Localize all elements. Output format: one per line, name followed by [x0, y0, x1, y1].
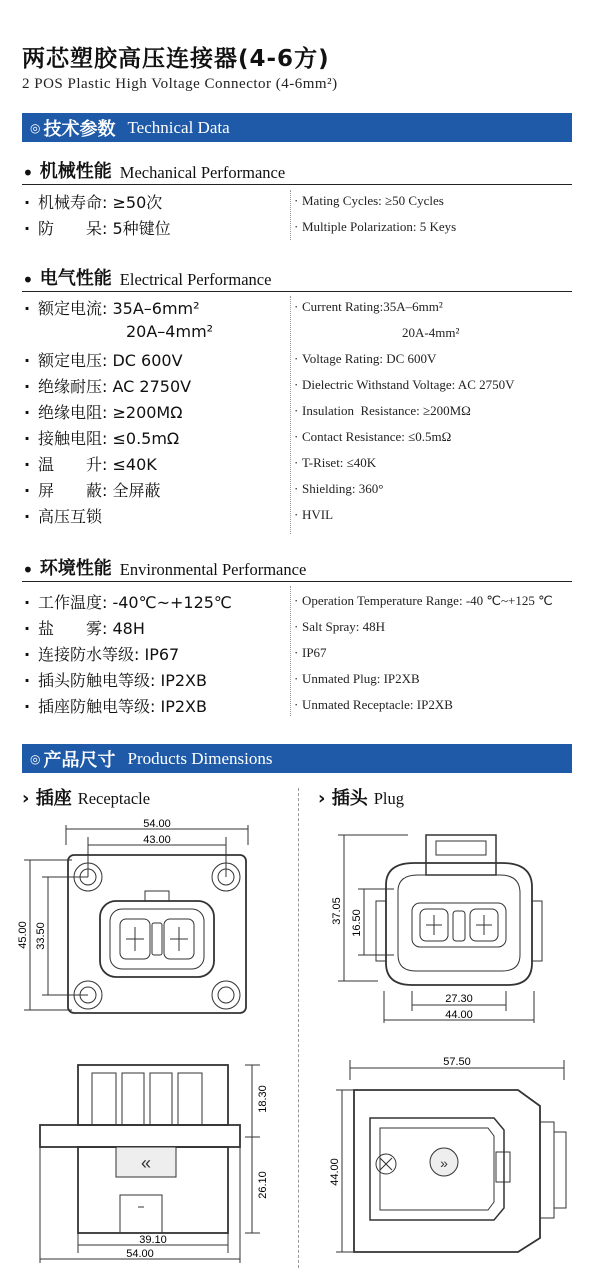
- spec-row-en: [294, 619, 385, 635]
- bullet-icon: •: [22, 161, 34, 185]
- spec-text: Voltage Rating: DC 600V: [302, 351, 437, 366]
- spec-row-cn: [24, 452, 157, 475]
- spec-text: Salt Spray: 48H: [302, 619, 386, 634]
- spec-text: IP67: [302, 645, 327, 660]
- svg-text:»: »: [440, 1155, 448, 1171]
- spec-text: HVIL: [302, 507, 334, 522]
- spec-row-cn: [24, 694, 207, 717]
- spec-text: 防 呆: 5种键位: [38, 219, 171, 238]
- spec-row-en: [294, 593, 553, 609]
- products-dimensions-band: [22, 744, 572, 773]
- spec-text: Mating Cycles: ≥50 Cycles: [302, 193, 444, 208]
- spec-text: Operation Temperature Range: -40 ℃~+125 ℃: [302, 593, 553, 608]
- plug-label-en: Plug: [373, 789, 404, 808]
- spec-row-en: [402, 325, 459, 341]
- spec-text: 屏 蔽: 全屏蔽: [38, 481, 161, 500]
- dim-label: 37.05: [331, 897, 343, 925]
- spec-text: 20A–4mm²: [126, 322, 214, 341]
- bullet-icon: ·: [294, 403, 299, 418]
- spec-text: 插头防触电等级: IP2XB: [38, 671, 207, 690]
- dim-label: 33.50: [35, 922, 47, 950]
- receptacle-label-cn: 插座: [35, 788, 72, 809]
- bullet-icon: ·: [294, 377, 299, 392]
- section-title-en: Mechanical Performance: [119, 163, 286, 182]
- spec-text: T-Riset: ≤40K: [302, 455, 377, 470]
- spec-row-en: [294, 645, 327, 661]
- section-title-cn: 电气性能: [39, 268, 112, 289]
- spec-row-cn: [24, 374, 191, 397]
- band-title-cn: 技术参数: [43, 118, 116, 140]
- spec-row-cn: [126, 322, 213, 341]
- bullet-icon: ·: [294, 697, 299, 712]
- spec-text: Dielectric Withstand Voltage: AC 2750V: [302, 377, 515, 392]
- page-title: 两芯塑胶高压连接器(4-6方): [22, 46, 330, 72]
- dim-label: 44.00: [445, 1009, 473, 1021]
- dim-label: 54.00: [143, 818, 171, 830]
- spec-row-en: [294, 481, 383, 497]
- section-title-cn: 环境性能: [39, 558, 112, 579]
- spec-text: 连接防水等级: IP67: [38, 645, 180, 664]
- spec-text: 工作温度: -40℃~+125℃: [38, 593, 232, 612]
- bullet-icon: ·: [24, 219, 31, 238]
- spec-text: Contact Resistance: ≤0.5mΩ: [302, 429, 452, 444]
- dim-label: 44.00: [329, 1158, 341, 1186]
- bullet-icon: ·: [24, 351, 31, 370]
- spec-row-en: [294, 299, 443, 315]
- band-title-cn: 产品尺寸: [43, 749, 116, 771]
- spec-row-cn: [24, 348, 183, 371]
- dim-label: 18.30: [257, 1085, 269, 1113]
- dim-label: 16.50: [351, 909, 363, 937]
- spec-row-en: [294, 193, 444, 209]
- spec-row-en: [294, 403, 471, 419]
- bullet-icon: ·: [24, 697, 31, 716]
- section-title-en: Electrical Performance: [119, 270, 272, 289]
- bullet-icon: ·: [294, 671, 299, 686]
- bullet-icon: ·: [294, 429, 299, 444]
- spec-row-cn: [24, 400, 182, 423]
- bullet-icon: ·: [24, 593, 31, 612]
- bullet-icon: ·: [294, 219, 299, 234]
- bullet-icon: ·: [294, 481, 299, 496]
- spec-row-en: [294, 351, 436, 367]
- spec-text: 机械寿命: ≥50次: [38, 193, 163, 212]
- column-divider: [290, 190, 291, 240]
- bullet-icon: ·: [24, 193, 31, 212]
- spec-text: Unmated Receptacle: IP2XB: [302, 697, 453, 712]
- spec-row-en: [294, 697, 453, 713]
- bullet-icon: ·: [24, 403, 31, 422]
- plug-label-cn: 插头: [331, 788, 368, 809]
- spec-row-en: [294, 219, 456, 235]
- spec-row-cn: [24, 504, 102, 527]
- spec-row-cn: [24, 426, 179, 449]
- bullet-icon: ·: [24, 377, 31, 396]
- drawings-divider: [298, 788, 299, 1268]
- electrical-section-header: [22, 262, 572, 292]
- bullet-icon: ·: [294, 351, 299, 366]
- bullet-icon: ·: [24, 507, 31, 526]
- spec-text: 额定电压: DC 600V: [38, 351, 183, 370]
- plug-heading: [318, 784, 404, 810]
- circle-icon: ◎: [30, 751, 41, 766]
- plug-side-drawing: [318, 1052, 580, 1267]
- band-title-en: Products Dimensions: [127, 748, 273, 768]
- svg-text:«: «: [140, 1153, 152, 1173]
- spec-text: 接触电阻: ≤0.5mΩ: [38, 429, 180, 448]
- column-divider: [290, 586, 291, 716]
- spec-row-cn: [24, 616, 145, 639]
- bullet-icon: ·: [294, 507, 299, 522]
- dim-label: 43.00: [143, 834, 171, 846]
- dim-label: 39.10: [139, 1234, 167, 1246]
- environmental-section-header: [22, 552, 572, 582]
- spec-row-en: [294, 671, 420, 687]
- receptacle-heading: [22, 784, 150, 810]
- spec-row-en: [294, 377, 515, 393]
- spec-text: Current Rating:35A–6mm²: [302, 299, 443, 314]
- receptacle-front-drawing: [17, 815, 280, 1035]
- bullet-icon: ·: [294, 619, 299, 634]
- bullet-icon: ·: [24, 429, 31, 448]
- spec-row-en: [294, 455, 376, 471]
- spec-row-cn: [24, 590, 232, 613]
- column-divider: [290, 296, 291, 534]
- spec-text: 盐 雾: 48H: [38, 619, 145, 638]
- bullet-icon: ·: [24, 645, 31, 664]
- spec-text: 插座防触电等级: IP2XB: [38, 697, 207, 716]
- bullet-icon: ·: [294, 593, 299, 608]
- bullet-icon: •: [22, 268, 34, 292]
- bullet-icon: ·: [294, 193, 299, 208]
- spec-text: 额定电流: 35A–6mm²: [38, 299, 200, 318]
- bullet-icon: ·: [294, 645, 299, 660]
- spec-row-cn: [24, 216, 171, 239]
- bullet-icon: ·: [24, 299, 31, 318]
- spec-text: Shielding: 360°: [302, 481, 384, 496]
- spec-row-cn: [24, 296, 200, 319]
- spec-text: 温 升: ≤40K: [38, 455, 157, 474]
- dim-label: 54.00: [126, 1248, 154, 1260]
- bullet-icon: ·: [294, 299, 299, 314]
- page-subtitle: 2 POS Plastic High Voltage Connector (4-6mm²): [22, 76, 338, 92]
- bullet-icon: •: [22, 558, 34, 582]
- chevron-right-icon: ›: [22, 788, 30, 809]
- dim-label: 26.10: [257, 1171, 269, 1199]
- spec-text: 20A-4mm²: [402, 325, 460, 340]
- section-title-cn: 机械性能: [39, 161, 112, 182]
- bullet-icon: ·: [24, 619, 31, 638]
- bullet-icon: ·: [24, 671, 31, 690]
- mechanical-section-header: [22, 155, 572, 185]
- circle-icon: ◎: [30, 120, 41, 135]
- dim-label: 57.50: [443, 1056, 471, 1068]
- dim-label: 45.00: [17, 921, 29, 949]
- spec-row-cn: [24, 668, 207, 691]
- receptacle-side-drawing: [20, 1055, 285, 1265]
- bullet-icon: ·: [24, 481, 31, 500]
- spec-row-en: [294, 429, 451, 445]
- spec-text: Unmated Plug: IP2XB: [302, 671, 420, 686]
- chevron-right-icon: ›: [318, 788, 326, 809]
- plug-front-drawing: [318, 815, 578, 1030]
- spec-text: 绝缘耐压: AC 2750V: [38, 377, 192, 396]
- spec-row-cn: [24, 642, 179, 665]
- bullet-icon: ·: [24, 455, 31, 474]
- section-title-en: Environmental Performance: [119, 560, 307, 579]
- spec-row-cn: [24, 478, 160, 501]
- technical-data-band: [22, 113, 572, 142]
- spec-text: Insulation Resistance: ≥200MΩ: [302, 403, 471, 418]
- spec-text: Multiple Polarization: 5 Keys: [302, 219, 457, 234]
- spec-row-cn: [24, 190, 162, 213]
- spec-text: 绝缘电阻: ≥200MΩ: [38, 403, 183, 422]
- dim-label: 27.30: [445, 993, 473, 1005]
- spec-row-en: [294, 507, 333, 523]
- spec-text: 高压互锁: [38, 507, 103, 526]
- band-title-en: Technical Data: [127, 117, 230, 137]
- bullet-icon: ·: [294, 455, 299, 470]
- receptacle-label-en: Receptacle: [77, 789, 151, 808]
